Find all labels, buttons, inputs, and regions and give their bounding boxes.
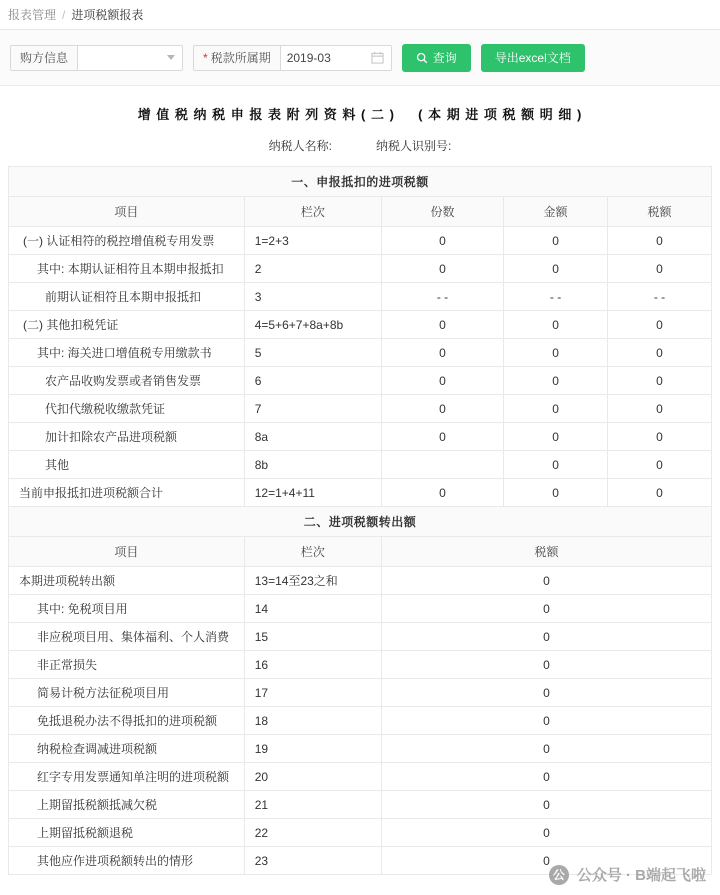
watermark-text: 公众号 · B端起飞啦 [576,867,706,884]
row-code: 13=14至23之和 [244,567,381,595]
row-copies: 0 [381,255,503,283]
party-select-input[interactable] [78,46,182,70]
table-row [9,395,712,423]
table-row [9,311,712,339]
period-input[interactable]: 2019-03 [281,46,365,70]
page-title: 增 值 税 纳 税 申 报 表 附 列 资 料 ( 二 ) ( 本 期 进 项 税 额 明 细 ) [137,107,583,122]
row-copies: 0 [381,367,503,395]
report-tables [0,166,720,875]
row-amount: 0 [504,451,608,479]
row-tax: 0 [608,311,712,339]
row-tax: 0 [608,395,712,423]
breadcrumb-separator: / [62,7,66,22]
taxpayer-info [0,123,720,166]
table-row [9,479,712,507]
row-copies [381,451,503,479]
table-row [9,735,712,763]
row-tax: 0 [608,423,712,451]
row-item-label: 其中: 本期认证相符且本期申报抵扣 [9,255,245,283]
breadcrumb-parent[interactable]: 报表管理 [8,8,57,22]
row-copies: - - [381,283,503,311]
row-code: 18 [244,707,381,735]
row-code: 14 [244,595,381,623]
row-item-label: (二) 其他扣税凭证 [9,311,245,339]
row-code: 4=5+6+7+8a+8b [244,311,381,339]
section2-heading: 二、进项税额转出额 [9,507,712,537]
row-tax: 0 [608,339,712,367]
watermark-badge: 公 [549,865,569,885]
period-label: 税款所属期 [210,51,271,65]
row-code: 17 [244,679,381,707]
query-button[interactable] [402,44,471,72]
row-tax: 0 [608,367,712,395]
column-header-1: 项目 [9,197,245,227]
section1-table [8,166,712,507]
row-tax: 0 [381,567,711,595]
breadcrumb-current: 进项税额报表 [71,8,144,22]
row-code: 16 [244,651,381,679]
row-tax: 0 [381,707,711,735]
period-date-group[interactable] [193,45,392,71]
row-code: 2 [244,255,381,283]
row-code: 8a [244,423,381,451]
table-row [9,651,712,679]
column-header-3: 份数 [381,197,503,227]
row-item-label: 本期进项税转出额 [9,567,245,595]
row-item-label: 前期认证相符且本期申报抵扣 [9,283,245,311]
row-code: 5 [244,339,381,367]
row-amount: 0 [504,367,608,395]
row-code: 22 [244,819,381,847]
row-code: 21 [244,791,381,819]
section2-column-header-row [9,537,712,567]
row-item-label: 非正常损失 [9,651,245,679]
query-button-label: 查询 [432,51,457,65]
row-amount: 0 [504,255,608,283]
export-excel-button[interactable] [481,44,585,72]
table-row [9,819,712,847]
chevron-down-icon [167,55,175,60]
table-row [9,255,712,283]
row-item-label: 其中: 海关进口增值税专用缴款书 [9,339,245,367]
row-item-label: 简易计税方法征税项目用 [9,679,245,707]
row-tax: 0 [608,227,712,255]
row-tax: 0 [381,595,711,623]
row-code: 1=2+3 [244,227,381,255]
required-mark: * [203,50,208,65]
table-row [9,283,712,311]
table-row [9,451,712,479]
row-amount: 0 [504,395,608,423]
row-tax: 0 [608,479,712,507]
row-copies: 0 [381,479,503,507]
row-tax: 0 [381,735,711,763]
row-item-label: 其他应作进项税额转出的情形 [9,847,245,875]
row-tax: 0 [381,847,711,875]
row-tax: 0 [608,451,712,479]
row-tax: 0 [608,255,712,283]
column-header-2: 栏次 [244,537,381,567]
row-copies: 0 [381,227,503,255]
export-excel-button-label: 导出excel文档 [494,51,571,65]
row-code: 8b [244,451,381,479]
table-row [9,423,712,451]
row-copies: 0 [381,339,503,367]
row-item-label: 免抵退税办法不得抵扣的进项税额 [9,707,245,735]
row-item-label: 其他 [9,451,245,479]
calendar-icon[interactable] [365,46,391,70]
table-row [9,595,712,623]
row-item-label: 代扣代缴税收缴款凭证 [9,395,245,423]
row-item-label: (一) 认证相符的税控增值税专用发票 [9,227,245,255]
section1-column-header-row [9,197,712,227]
table-row [9,367,712,395]
period-label-wrap [194,46,281,70]
row-tax: - - [608,283,712,311]
row-amount: - - [504,283,608,311]
row-amount: 0 [504,479,608,507]
row-item-label: 上期留抵税额退税 [9,819,245,847]
row-tax: 0 [381,623,711,651]
taxpayer-id-label: 纳税人识别号: [376,139,452,153]
column-header-4: 金额 [504,197,608,227]
column-header-1: 项目 [9,537,245,567]
row-amount: 0 [504,423,608,451]
table-row [9,707,712,735]
section2-table [8,506,712,875]
section1-heading-row [9,167,712,197]
row-code: 7 [244,395,381,423]
column-header-3: 税额 [381,537,711,567]
filter-toolbar [0,30,720,86]
search-icon [416,52,428,64]
row-item-label: 农产品收购发票或者销售发票 [9,367,245,395]
row-tax: 0 [381,791,711,819]
row-tax: 0 [381,819,711,847]
row-code: 6 [244,367,381,395]
row-copies: 0 [381,395,503,423]
row-item-label: 加计扣除农产品进项税额 [9,423,245,451]
row-code: 23 [244,847,381,875]
section2-heading-row [9,507,712,537]
row-code: 15 [244,623,381,651]
row-code: 3 [244,283,381,311]
row-copies: 0 [381,423,503,451]
row-code: 19 [244,735,381,763]
column-header-5: 税额 [608,197,712,227]
row-code: 20 [244,763,381,791]
row-tax: 0 [381,763,711,791]
row-item-label: 红字专用发票通知单注明的进项税额 [9,763,245,791]
column-header-2: 栏次 [244,197,381,227]
party-select-group[interactable] [10,45,183,71]
row-item-label: 上期留抵税额抵减欠税 [9,791,245,819]
row-amount: 0 [504,227,608,255]
row-item-label: 非应税项目用、集体福利、个人消费 [9,623,245,651]
breadcrumb [0,0,720,30]
table-row [9,567,712,595]
table-row [9,679,712,707]
row-code: 12=1+4+11 [244,479,381,507]
party-select-label: 购方信息 [11,46,78,70]
row-copies: 0 [381,311,503,339]
row-amount: 0 [504,311,608,339]
row-item-label: 其中: 免税项目用 [9,595,245,623]
table-row [9,791,712,819]
row-tax: 0 [381,679,711,707]
row-amount: 0 [504,339,608,367]
row-item-label: 当前申报抵扣进项税额合计 [9,479,245,507]
section1-heading: 一、申报抵扣的进项税额 [9,167,712,197]
table-row [9,339,712,367]
table-row [9,763,712,791]
row-tax: 0 [381,651,711,679]
row-item-label: 纳税检查调减进项税额 [9,735,245,763]
table-row [9,227,712,255]
watermark [549,864,706,885]
taxpayer-name-label: 纳税人名称: [268,139,332,153]
table-row [9,623,712,651]
